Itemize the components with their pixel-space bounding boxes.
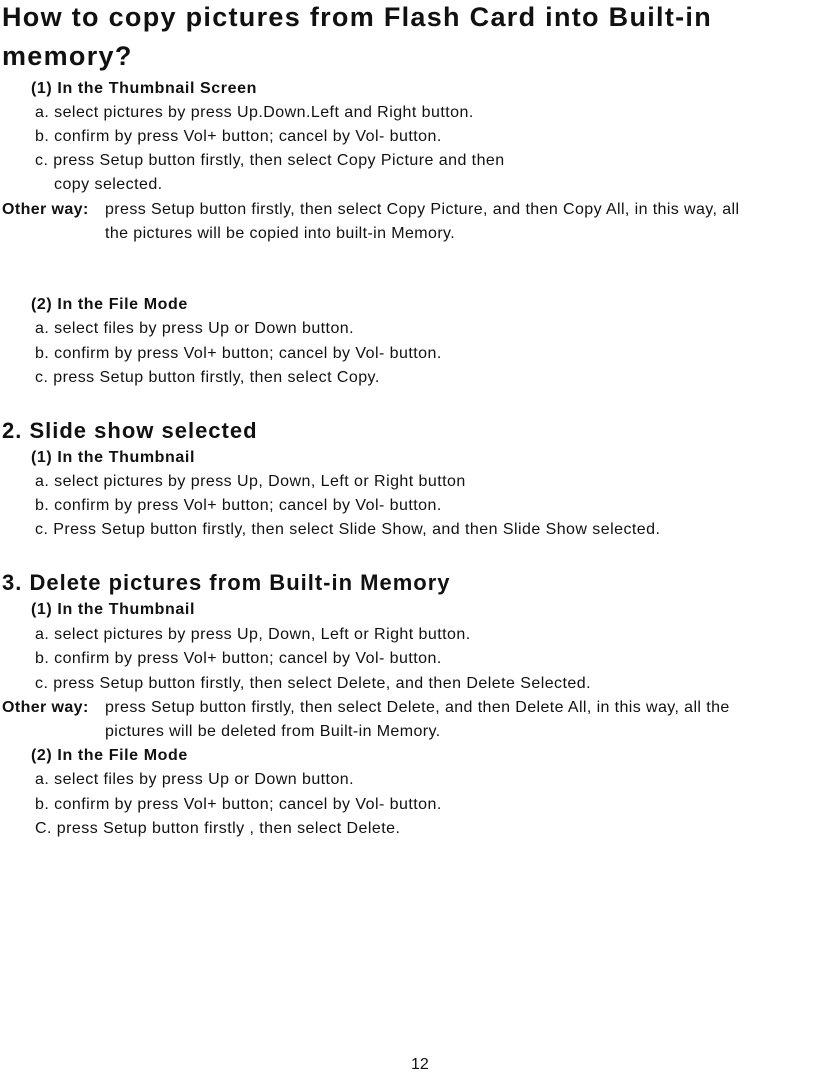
copy-thumbnail-step-c-continued: copy selected. [54,176,163,193]
slideshow-thumbnail-heading: (1) In the Thumbnail [31,449,195,466]
delete-thumbnail-heading: (1) In the Thumbnail [31,601,195,618]
delete-other-way-text-1: press Setup button firstly, then select Delete, and then Delete All, in this way, all the [105,699,730,716]
delete-file-mode-step-a: a. select files by press Up or Down button. [35,771,355,788]
copy-other-way-text-2: the pictures will be copied into built-in Memory. [105,225,456,242]
copy-thumbnail-step-b: b. confirm by press Vol+ button; cancel by Vol- button. [35,128,442,145]
delete-file-mode-heading: (2) In the File Mode [31,747,188,764]
delete-thumbnail-step-a: a. select pictures by press Up, Down, Left or Right button. [35,626,471,643]
page-title-line-2: memory? [2,41,133,71]
copy-file-mode-step-c: c. press Setup button firstly, then select Copy. [35,369,380,386]
copy-thumbnail-step-a: a. select pictures by press Up.Down.Left and Right button. [35,104,474,121]
delete-thumbnail-step-b: b. confirm by press Vol+ button; cancel by Vol- button. [35,650,442,667]
copy-thumbnail-heading: (1) In the Thumbnail Screen [31,80,258,97]
copy-thumbnail-step-c: c. press Setup button firstly, then select Copy Picture and then [35,152,505,169]
delete-other-way-text-2: pictures will be deleted from Built-in Memory. [105,723,441,740]
slideshow-heading: 2. Slide show selected [2,418,258,443]
delete-thumbnail-step-c: c. press Setup button firstly, then select Delete, and then Delete Selected. [35,675,591,692]
copy-file-mode-step-a: a. select files by press Up or Down button. [35,320,355,337]
delete-heading: 3. Delete pictures from Built-in Memory [2,570,451,595]
page-title-line-1: How to copy pictures from Flash Card into Built-in [2,2,713,32]
delete-file-mode-step-c: C. press Setup button firstly , then select Delete. [35,820,401,837]
delete-other-way-label: Other way: [2,699,89,716]
slideshow-step-c: c. Press Setup button firstly, then select Slide Show, and then Slide Show selected. [35,521,661,538]
copy-file-mode-step-b: b. confirm by press Vol+ button; cancel by Vol- button. [35,345,442,362]
page-number: 12 [411,1056,429,1073]
slideshow-step-a: a. select pictures by press Up, Down, Left or Right button [35,473,466,490]
slideshow-step-b: b. confirm by press Vol+ button; cancel by Vol- button. [35,497,442,514]
copy-other-way-label: Other way: [2,201,89,218]
delete-file-mode-step-b: b. confirm by press Vol+ button; cancel by Vol- button. [35,796,442,813]
copy-file-mode-heading: (2) In the File Mode [31,296,188,313]
copy-other-way-text-1: press Setup button firstly, then select Copy Picture, and then Copy All, in this way, all [105,201,740,218]
